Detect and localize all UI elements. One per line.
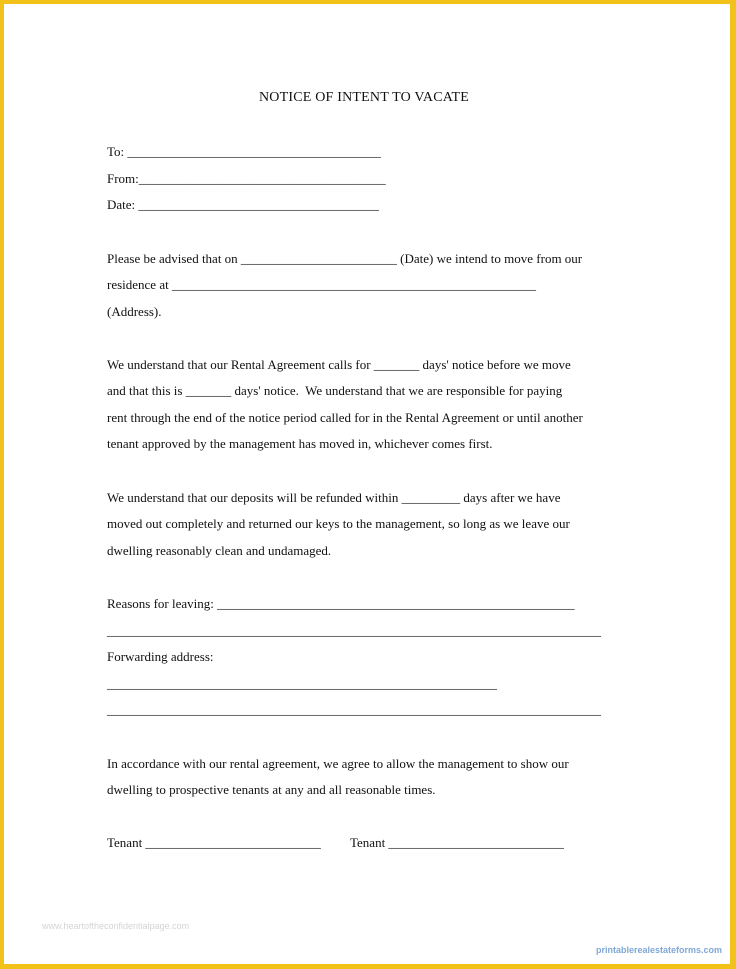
reasons-label-line: Reasons for leaving: _______________________________________________________: [107, 596, 575, 611]
para1-line-2: residence at ________________________________________________________: [107, 277, 536, 292]
watermark-right: printablerealestateforms.com: [595, 945, 722, 955]
document-page: [4, 4, 730, 964]
forwarding-blank-line-1: ____________________________________________________________: [107, 676, 497, 691]
para3-line-2: moved out completely and returned our keys to the management, so long as we leave our: [107, 516, 570, 531]
para4-line-2: dwelling to prospective tenants at any and all reasonable times.: [107, 782, 436, 797]
tenant-signature-2: Tenant ___________________________: [350, 835, 564, 850]
forwarding-blank-line-2: ____________________________________________________________________________: [107, 702, 601, 717]
from-field-line: From:______________________________________: [107, 171, 386, 186]
para1-line-1: Please be advised that on ________________________ (Date) we intend to move from our: [107, 251, 583, 266]
para2-line-3: rent through the end of the notice period called for in the Rental Agreement or until another: [107, 410, 583, 425]
para3-line-3: dwelling reasonably clean and undamaged.: [107, 543, 332, 558]
para4-line-1: In accordance with our rental agreement, we agree to allow the management to show our: [107, 756, 569, 771]
reasons-blank-line: ____________________________________________________________________________: [107, 623, 601, 638]
para2-line-1: We understand that our Rental Agreement calls for _______ days' notice before we move: [107, 357, 571, 372]
date-field-line: Date: _____________________________________: [107, 197, 379, 212]
para1-line-3: (Address).: [107, 304, 162, 319]
to-field-line: To: _______________________________________: [107, 144, 381, 159]
para3-line-1: We understand that our deposits will be refunded within _________ days after we have: [107, 490, 561, 505]
para2-line-4: tenant approved by the management has moved in, whichever comes first.: [107, 436, 493, 451]
tenant-signature-1: Tenant ___________________________: [107, 835, 321, 850]
forwarding-address-label: Forwarding address:: [107, 649, 214, 664]
watermark-left: www.heartoftheconfidentialpage.com: [42, 921, 190, 931]
document-title: NOTICE OF INTENT TO VACATE: [258, 90, 470, 105]
para2-line-2: and that this is _______ days' notice. We understand that we are responsible for paying: [107, 383, 563, 398]
